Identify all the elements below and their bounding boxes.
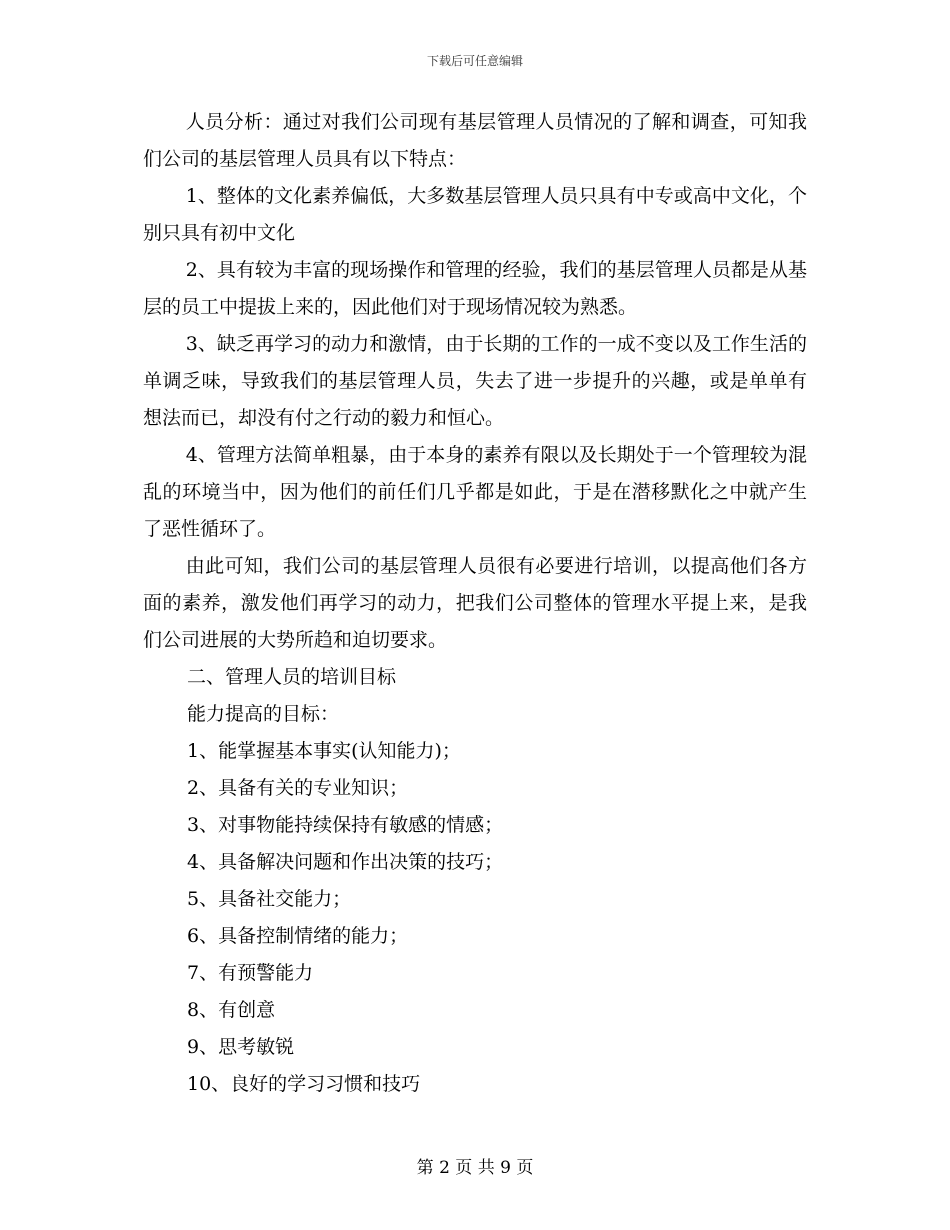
paragraph-point-1: 1、整体的文化素养偏低，大多数基层管理人员只具有中专或高中文化，个别只具有初中文化 — [143, 185, 807, 244]
goal-item: 2、具备有关的专业知识； — [187, 777, 409, 799]
page-header-note: 下载后可任意编辑 — [426, 54, 523, 68]
paragraph-personnel-analysis: 人员分析：通过对我们公司现有基层管理人员情况的了解和调查，可知我们公司的基层管理人员具有以下特点： — [143, 111, 807, 170]
paragraph-point-2: 2、具有较为丰富的现场操作和管理的经验，我们的基层管理人员都是从基层的员工中提拔上来的，因此他们对于现场情况较为熟悉。 — [143, 259, 807, 318]
goal-item: 3、对事物能持续保持有敏感的情感； — [187, 814, 504, 836]
page-number-footer: 第 2 页 共 9 页 — [416, 1158, 534, 1178]
goal-item: 10、良好的学习习惯和技巧 — [187, 1073, 421, 1095]
goal-item: 1、能掌握基本事实(认知能力)； — [187, 740, 461, 762]
paragraph-point-3: 3、缺乏再学习的动力和激情，由于长期的工作的一成不变以及工作生活的单调乏味，导致我们的基层管理人员，失去了进一步提升的兴趣，或是单单有想法而已，却没有付之行动的毅力和恒心。 — [143, 333, 807, 429]
goal-item: 8、有创意 — [187, 999, 276, 1021]
paragraph-conclusion: 由此可知，我们公司的基层管理人员很有必要进行培训，以提高他们各方面的素养，激发他们再学习的动力，把我们公司整体的管理水平提上来，是我们公司进展的大势所趋和迫切要求。 — [143, 555, 807, 651]
section-title: 二、管理人员的培训目标 — [187, 666, 397, 688]
goal-item: 9、思考敏锐 — [187, 1036, 295, 1058]
goal-item: 4、具备解决问题和作出决策的技巧； — [187, 851, 504, 873]
document-body — [143, 104, 807, 1103]
paragraph-point-4: 4、管理方法简单粗暴，由于本身的素养有限以及长期处于一个管理较为混乱的环境当中，因为他们的前任们几乎都是如此，于是在潜移默化之中就产生了恶性循环了。 — [143, 444, 807, 540]
goal-item: 5、具备社交能力； — [187, 888, 352, 910]
goal-item: 7、有预警能力 — [187, 962, 314, 984]
goal-item: 6、具备控制情绪的能力； — [187, 925, 409, 947]
goals-heading: 能力提高的目标： — [187, 703, 340, 725]
